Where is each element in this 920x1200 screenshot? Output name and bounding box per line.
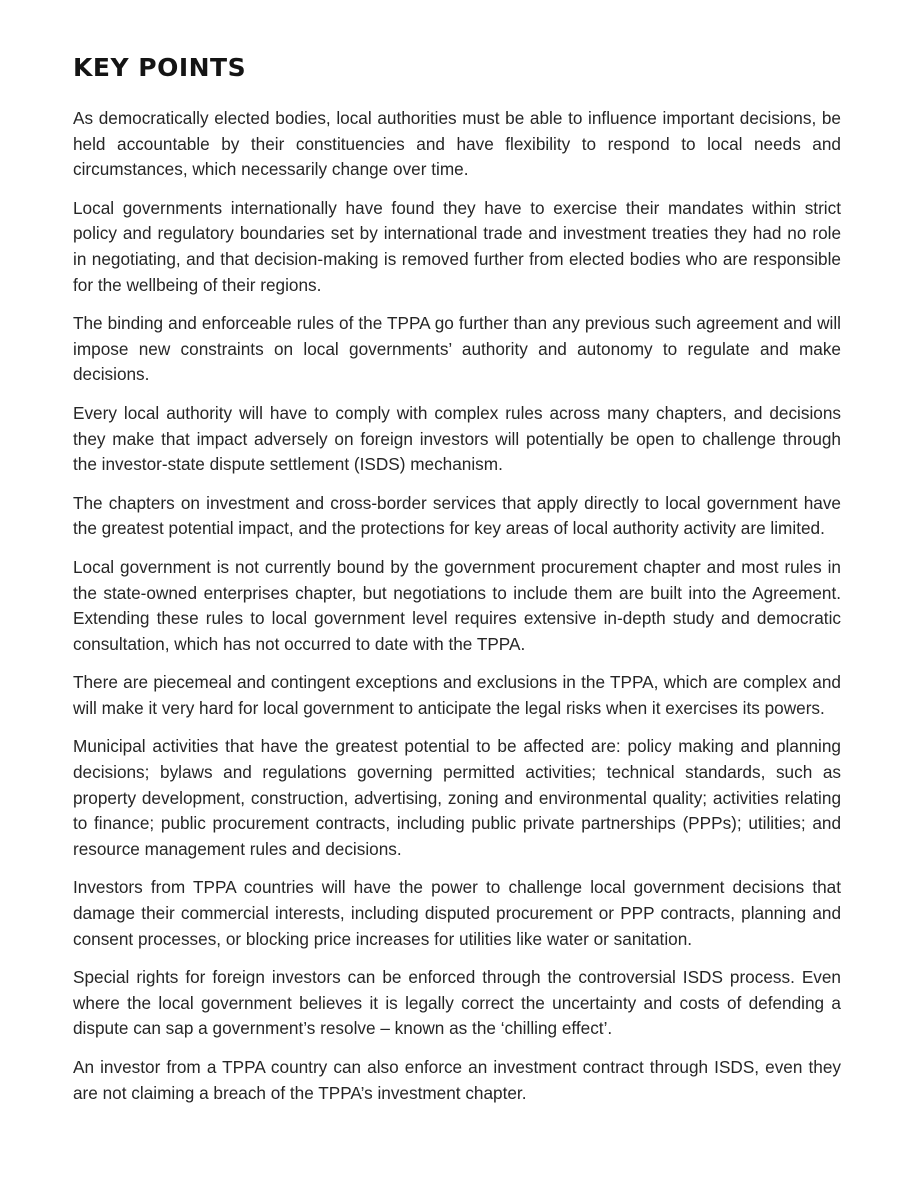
key-point-paragraph: Special rights for foreign investors can be enforced through the controversial ISDS process. Even where the local government believes it is legally correct the uncertainty and costs of defending a dispute can sap a government’s resolve – known as the ‘chilling effect’. — [73, 967, 841, 1039]
key-point-paragraph: The binding and enforceable rules of the TPPA go further than any previous such agreement and will impose new constraints on local governments’ authority and autonomy to regulate and make decisions. — [73, 313, 841, 385]
document-page — [73, 52, 841, 1119]
key-point-paragraph: Local government is not currently bound by the government procurement chapter and most rules in the state-owned enterprises chapter, but negotiations to include them are built into the Agreement. Extending these rules to local government level requires extensive in-depth study and democratic consultation, which has not occurred to date with the TPPA. — [73, 556, 841, 654]
key-point-paragraph: As democratically elected bodies, local authorities must be able to influence important decisions, be held accountable by their constituencies and have flexibility to respond to local needs and circumstances, which necessarily change over time. — [73, 108, 841, 180]
page-title: KEY POINTS — [73, 53, 247, 82]
key-point-paragraph: Investors from TPPA countries will have the power to challenge local government decisions that damage their commercial interests, including disputed procurement or PPP contracts, planning and consent processes, or blocking price increases for utilities like water or sanitation. — [73, 877, 841, 949]
key-point-paragraph: Municipal activities that have the greatest potential to be affected are: policy making and planning decisions; bylaws and regulations governing permitted activities; technical standards, such as property development, construction, advertising, zoning and environmental quality; activities relating to finance; public procurement contracts, including public private partnerships (PPPs); utilities; and resource management rules and decisions. — [73, 736, 841, 859]
key-point-paragraph: An investor from a TPPA country can also enforce an investment contract through ISDS, even they are not claiming a breach of the TPPA’s investment chapter. — [73, 1057, 841, 1103]
key-point-paragraph: There are piecemeal and contingent exceptions and exclusions in the TPPA, which are complex and will make it very hard for local government to anticipate the legal risks when it exercises its powers. — [73, 672, 841, 718]
key-point-paragraph: Local governments internationally have found they have to exercise their mandates within strict policy and regulatory boundaries set by international trade and investment treaties they had no role in negotiating, and that decision-making is removed further from elected bodies who are responsible for the wellbeing of their regions. — [73, 197, 841, 295]
key-point-paragraph: The chapters on investment and cross-border services that apply directly to local government have the greatest potential impact, and the protections for key areas of local authority activity are limited. — [73, 492, 841, 539]
key-point-paragraph: Every local authority will have to comply with complex rules across many chapters, and decisions they make that impact adversely on foreign investors will potentially be open to challenge through the investor-state dispute settlement (ISDS) mechanism. — [73, 402, 841, 475]
